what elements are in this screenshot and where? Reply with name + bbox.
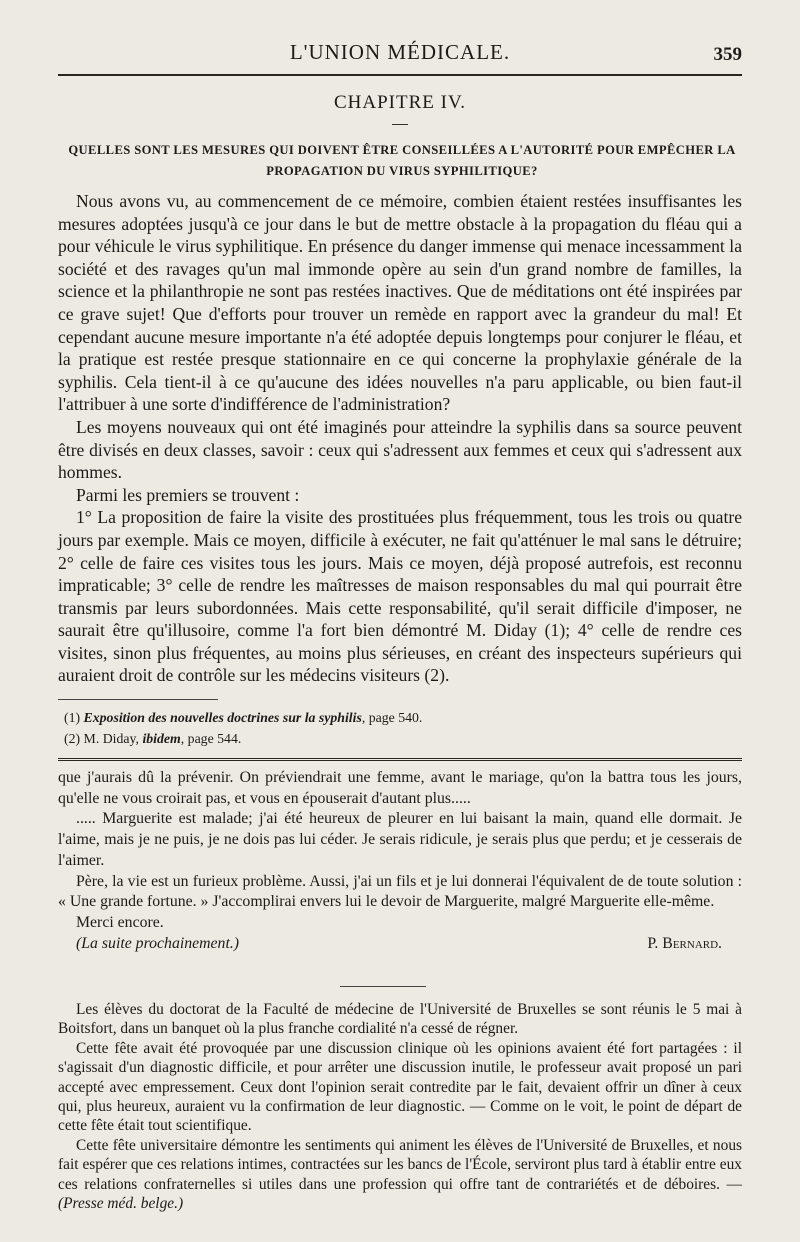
body-paragraph: 1° La proposition de faire la visite des prostituées plus fréquemment, tous les trois ou quatre jours par exemple. Mais ce moyen, difficile à exécuter, ne fait qu'atténuer le mal sans le détruire; 2° celle de faire ces visites tous les jours. Mais ce moyen, déjà proposé autrefois, est reconnu impraticable; 3° celle de rendre les maîtresses de maison responsables du mal qui pourrait être transmis par leurs subordonnées. Mais cette responsabilité, qu'il serait difficile d'imposer, ne saurait être qu'illusoire, comme l'a fort bien démontré M. Diday (1); 4° celle de rendre ces visites, sinon plus fréquentes, au moins plus sérieuses, en créant des inspecteurs supérieurs qui auraient droit de contrôle sur les médecins visiteurs (2). [58,507,742,686]
article-body [58,190,742,687]
page-number: 359 [713,44,742,65]
journal-title: L'UNION MÉDICALE. [289,40,511,64]
news-paragraph: Cette fête avait été provoquée par une discussion clinique où les opinions avaient été fort partagées : il s'agissait d'un diagnostic difficile, et pour arrêter une discussion inutile, le professeur avait proposé un pari accepté avec empressement. Ceux dont l'opinion serait contredite par le fait, devaient offrir un dîner à ceux qui, plus heureux, auraient vu la confirmation de leur diagnostic. — Comme on le voit, le point de départ de cette fête était tout scientifique. [58,1039,742,1135]
feuilleton-paragraph: ..... Marguerite est malade; j'ai été heureux de pleurer en lui baisant la main, quand elle dormait. Je l'aime, mais je ne puis, je ne dois pas lui céder. Je serais ridicule, je serais plus que perdu; et je cesserais de l'aimer. [58,810,742,869]
news-paragraph: Les élèves du doctorat de la Faculté de médecine de l'Université de Bruxelles se sont réunis le 5 mai à Boitsfort, dans un banquet où la plus franche cordialité n'a cessé de régner. [58,1001,742,1038]
news-paragraph [58,1136,742,1214]
section-rule [58,758,742,761]
chapter-title: CHAPITRE IV. [334,92,466,113]
footnote-title: M. Diday, [83,731,143,746]
running-header [58,40,742,70]
body-paragraph: Parmi les premiers se trouvent : [76,484,300,505]
footnote-ref: , page 540. [361,710,423,725]
footnote [64,707,742,728]
body-paragraph: Nous avons vu, au commencement de ce mémoire, combien étaient restées insuffisantes les mesures adoptées jusqu'à ce jour dans le but de mettre obstacle à la propagation du fléau qui a pour véhicule le virus syphilitique. En présence du danger immense qui menace incessamment la société et des ravages qu'un mal immonde opère au sein d'un grand nombre de familles, la science et la philanthropie ne sont pas restées inactives. Que de méditations ont été inspirées par ce grave sujet! Que d'efforts pour trouver un remède en rapport avec la grandeur du mal! Et cependant aucune mesure importante n'a été adoptée depuis longtemps pour conjurer le fléau, et la pratique est restée presque stationnaire en ce qui concerne la prophylaxie générale de la syphilis. Cela tient-il à ce qu'aucune des idées nouvelles n'a paru applicable, ou bien faut-il l'attribuer à une sorte d'indifférence de l'administration? [58,191,742,415]
news-paragraph-text: Cette fête universitaire démontre les sentiments qui animent les élèves de l'Université de Bruxelles, et nous fait espérer que ces relations intimes, contractées sur les bancs de l'École, serviront plus tard à établir entre eux ces relations confraternelles si utiles dans une profession qui offre tant de contrariétés et de déboires. — [58,1136,742,1193]
chapter-divider [392,124,408,125]
footnote [64,728,742,749]
footnote-mark: (2) [64,731,81,746]
news-divider [340,986,426,987]
footnote-title: Exposition des nouvelles doctrines sur la syphilis [83,710,362,725]
feuilleton-paragraph: Père, la vie est un furieux problème. Aussi, j'ai un fils et je lui donnerai l'équivalent de de toute solution : « Une grande fortune. » J'accomplirai envers lui le devoir de Marguerite, malgré Marguerite elle-même. [58,872,742,911]
body-paragraph: Les moyens nouveaux qui ont été imaginés pour atteindre la syphilis dans sa source peuvent être divisés en deux classes, savoir : ceux qui s'adressent aux femmes et ceux qui s'adressent aux hommes. [58,416,742,483]
news-item [58,1000,742,1213]
feuilleton-paragraph: que j'aurais dû la prévenir. On préviendrait une femme, avant le mariage, qu'on la battra tous les jours, qu'elle ne vous croirait pas, et vous en épouserait d'autant plus..... [58,769,742,807]
footnote-rule [58,699,218,700]
news-source: (Presse méd. belge.) [58,1195,184,1213]
header-rule [58,74,742,76]
feuilleton-signature [58,934,742,955]
feuilleton-paragraph: Merci encore. [76,913,164,931]
footnote-ref: , page 544. [180,731,242,746]
feuilleton [58,768,742,955]
footnote-mark: (1) [64,710,81,725]
author-name: P. Bernard. [647,934,722,952]
to-be-continued: (La suite prochainement.) [76,934,240,952]
footnote-title-italic: ibidem [142,731,181,746]
footnotes [64,707,742,749]
chapter-question: QUELLES SONT LES MESURES QUI DOIVENT ÊTRE CONSEILLÉES A L'AUTORITÉ POUR EMPÊCHER LA PROPAGATION DU VIRUS SYPHILITIQUE? [68,143,736,178]
